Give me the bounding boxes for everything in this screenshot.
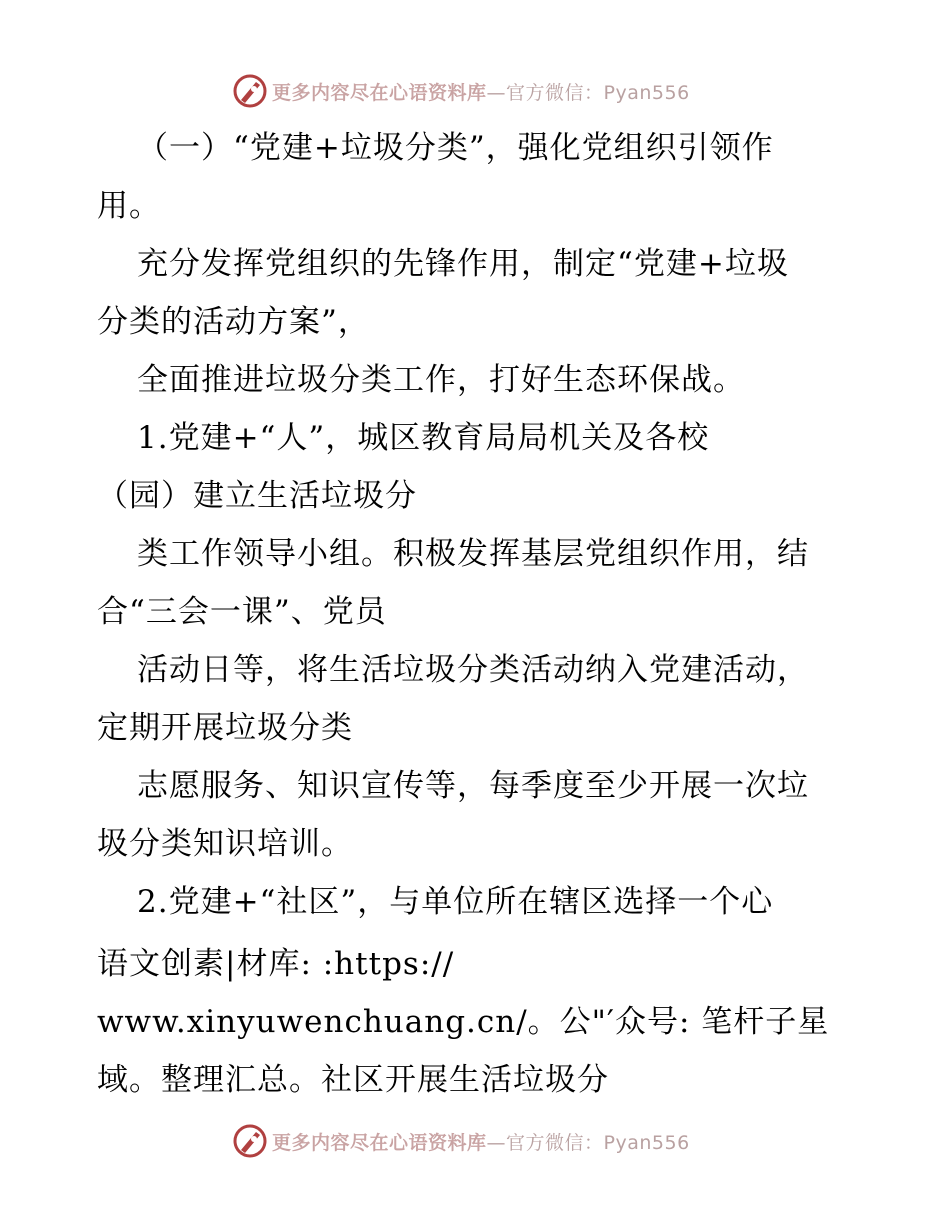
paragraph-line: 2.党建+“社区”，与单位所在辖区选择一个心 — [137, 884, 774, 920]
paragraph-line: 全面推进垃圾分类工作，打好生态环保战。 — [137, 362, 745, 398]
paragraph-line: 类工作领导小组。积极发挥基层党组织作用，结 — [137, 536, 809, 572]
footer-watermark — [0, 1120, 950, 1160]
paragraph-line: 定期开展垃圾分类 — [97, 710, 353, 746]
paragraph-line: 1.党建+“人”，城区教育局局机关及各校 — [137, 420, 710, 456]
paragraph-line: 语文创素|材库: :https:// — [97, 946, 455, 982]
paragraph-line: 合“三会一课”、党员 — [97, 594, 387, 630]
paragraph-line: www.xinyuwenchuang.cn/。公"′众号: 笔杆子星 — [97, 1004, 830, 1040]
section-heading: （一）“党建+垃圾分类”，强化党组织引领作 — [137, 130, 774, 166]
paragraph-line: 用。 — [97, 188, 161, 224]
paragraph-line: 充分发挥党组织的先锋作用，制定“党建+垃圾 — [137, 246, 789, 282]
watermark-text: 更多内容尽在心语资料库—官方微信：Pyan556 — [272, 1132, 690, 1154]
paragraph-line: 志愿服务、知识宣传等，每季度至少开展一次垃 — [137, 768, 809, 804]
paragraph-line: 分类的活动方案”， — [97, 304, 370, 340]
paragraph-line: （园）建立生活垃圾分 — [97, 478, 417, 514]
pen-logo-icon — [232, 1123, 268, 1159]
paragraph-line: 域。整理汇总。社区开展生活垃圾分 — [97, 1062, 609, 1098]
watermark-text: 更多内容尽在心语资料库—官方微信：Pyan556 — [272, 82, 690, 104]
paragraph-line: 活动日等，将生活垃圾分类活动纳入党建活动， — [137, 652, 809, 688]
paragraph-line: 圾分类知识培训。 — [97, 826, 353, 862]
